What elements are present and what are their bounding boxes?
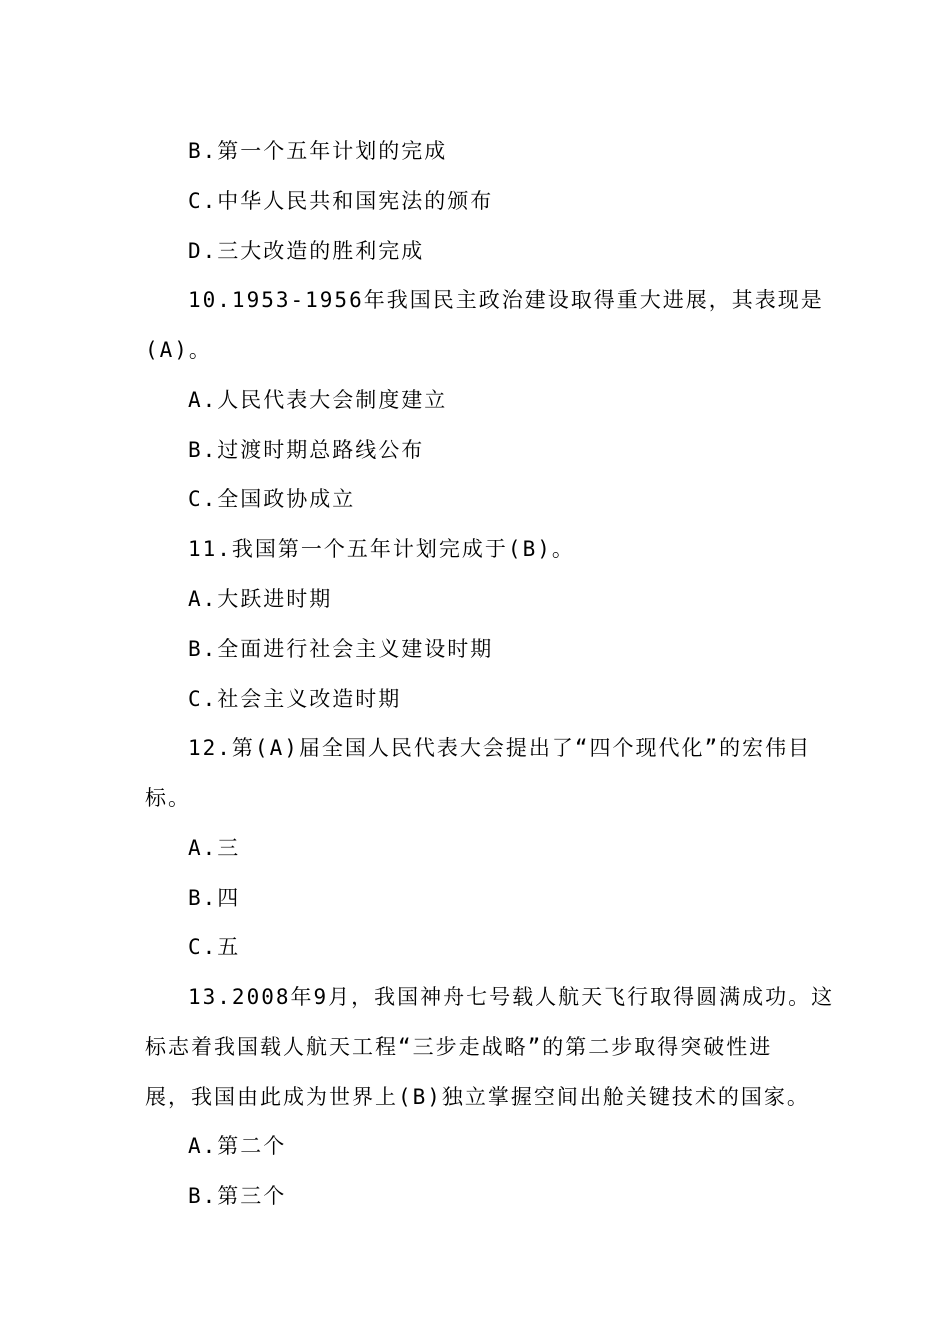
option-line: D.三大改造的胜利完成 bbox=[188, 239, 425, 263]
question-13-line-1: 13.2008年9月，我国神舟七号载人航天飞行取得圆满成功。这 bbox=[188, 985, 835, 1009]
option-line: A.大跃进时期 bbox=[188, 587, 333, 611]
question-11: 11.我国第一个五年计划完成于(B)。 bbox=[188, 537, 575, 561]
option-line: C.中华人民共和国宪法的颁布 bbox=[188, 189, 494, 213]
question-10-line-2: (A)。 bbox=[145, 338, 212, 362]
option-line: B.全面进行社会主义建设时期 bbox=[188, 637, 494, 661]
option-line: A.人民代表大会制度建立 bbox=[188, 388, 448, 412]
question-13-line-3: 展，我国由此成为世界上(B)独立掌握空间出舱关键技术的国家。 bbox=[145, 1085, 810, 1109]
option-line: C.全国政协成立 bbox=[188, 487, 356, 511]
option-line: C.五 bbox=[188, 935, 241, 959]
option-line: A.第二个 bbox=[188, 1134, 287, 1158]
option-line: C.社会主义改造时期 bbox=[188, 687, 402, 711]
option-line: B.第一个五年计划的完成 bbox=[188, 139, 448, 163]
option-line: B.四 bbox=[188, 886, 241, 910]
question-12-line-2: 标。 bbox=[145, 786, 191, 810]
option-line: A.三 bbox=[188, 836, 241, 860]
question-12-line-1: 12.第(A)届全国人民代表大会提出了“四个现代化”的宏伟目 bbox=[188, 736, 812, 760]
question-10-line-1: 10.1953-1956年我国民主政治建设取得重大进展，其表现是 bbox=[188, 288, 824, 312]
option-line: B.第三个 bbox=[188, 1184, 287, 1208]
option-line: B.过渡时期总路线公布 bbox=[188, 438, 425, 462]
question-13-line-2: 标志着我国载人航天工程“三步走战略”的第二步取得突破性进 bbox=[145, 1035, 773, 1059]
